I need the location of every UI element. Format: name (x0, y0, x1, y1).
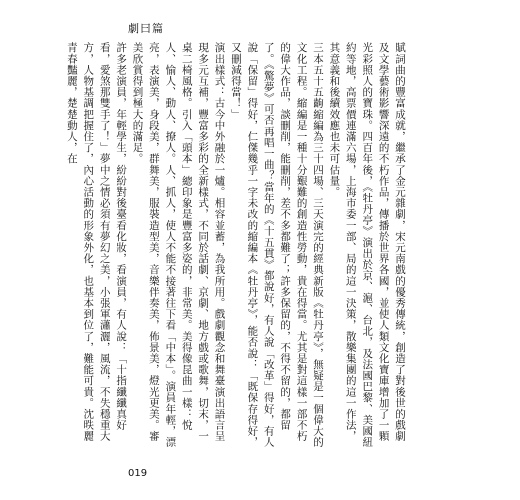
paragraph-4: 許多老演員，年輕學生，紛紛對後臺看化妝，看演員，有人說：「十指纖纖真好看，愛煞那雙手了！」夢中之情必須有夢幻之美，小張軍瀟灑，風流，不失穩重大方，人物基調把握住了，內心活動的形象外化，也基本到位了，難能可貴。沈昳麗青春豔麗，楚楚動人，在 (65, 42, 128, 442)
paragraph-2: 三本五十五齣縮編為三十四場、三天演完的經典新版《牡丹亭》，無疑是一個偉大的文化工程。縮編是一種十分艱難的創造性勞動，貴在得當。尤其是對這樣一部不朽的偉大作品，談刪削，能刪削，差不多都難了；許多保留的，不得不留的，都留了。《驚夢》可否再唱一曲？當年的《十五貫》都說好，有人說「改革」得好，有人說「保留」得好，仁傑幾乎一字未改的縮編本《牡丹亭》，能否說：「既保存得好，又刪減得當！」 (229, 42, 324, 448)
running-header: 劇曰篇 (128, 22, 164, 35)
vertical-body-text (65, 42, 408, 450)
paragraph-3: 演出樣式：古今中外融於一爐。相容並蓄，為我所用。戲劇觀念和舞臺演出語言呈現多元互補，豐富多彩的全新樣式，不同於話劇、京劇、地方戲或歌舞，切末，一桌二椅風格。引入「頭本」總印象是豐富多姿的，非常美。美得像昆曲一樣：悅人、愉人、動人、撩人。人、抓人，使人不能不接著往下看「中本」。演員年輕，漂亮，表演美，身段美，群舞美，服裝造型美，音樂伴奏美，佈景美，燈光更美。審美欣賞得到極大的滿足。 (131, 42, 226, 448)
paragraph-1: 賦詞曲的豐富成就，繼承了金元雜劇，宋元南戲的優秀傳統，創造了對後世的戲劇及文學藝術影響深遠的不朽作品，傳播於世界各國，並使人類文化寶庫增加了一顆光彩照人的寶珠。四百年後，《牡丹亭》演出於京、滬、台北，及法國巴黎、美國紐約等地，高票價連滿六場，上海市委一部、局的這一決策，散樂集團的這一作法，其意義和後續效應也未可估量。 (328, 42, 406, 448)
page-number: 019 (128, 468, 148, 479)
